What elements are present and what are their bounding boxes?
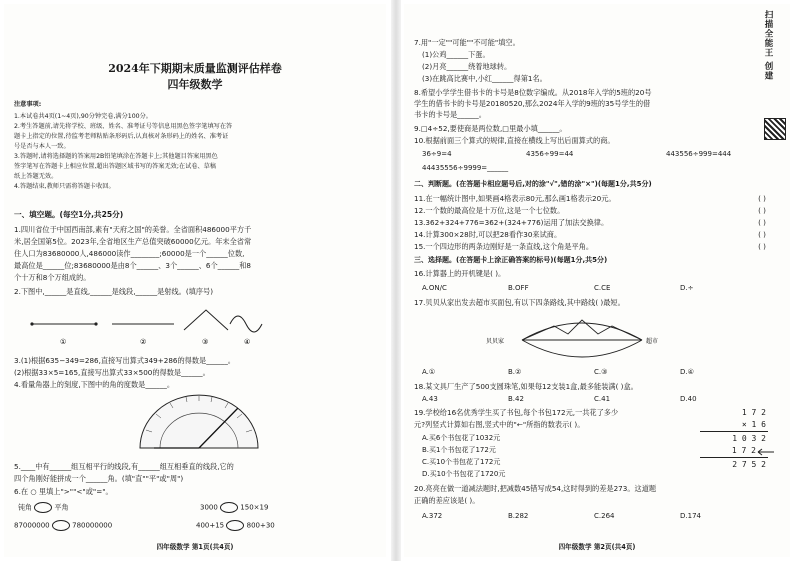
choice-option[interactable]: B.42 (508, 395, 524, 403)
judge-row: 15.一个四边形的两条边刚好是一条直线,这个角是平角。 ( ) (414, 242, 766, 251)
judge-row: 14.计算300×28时,可以把28看作30来试商。 ( ) (414, 230, 766, 239)
compare-oval[interactable] (220, 502, 238, 513)
notice-line: 4.答题结束,教师只需将答题卡收回。 (14, 183, 115, 190)
route-label: 贝贝家 (486, 338, 505, 345)
q7-line: (3)在跳高比赛中,小红______得第1名。 (422, 74, 547, 83)
choice-option[interactable]: A.ON/C (422, 284, 447, 292)
choice-option[interactable]: C.买10个书包花了172元 (422, 458, 501, 466)
curve-figure-4 (230, 316, 262, 332)
q1-line: 米,居全国第5位。2023年,全省地区生产总值突破60000亿元。年末全省常 (14, 237, 252, 246)
route-figure (484, 310, 684, 366)
pattern-item: 443556÷999=444 (666, 150, 732, 158)
choice-option[interactable]: C.CE (594, 284, 611, 292)
judge-paren: ( ) (758, 230, 766, 239)
choice-option[interactable]: B.买1个书包花了172元 (422, 446, 496, 454)
judge-paren: ( ) (758, 218, 766, 227)
q7-line: 7.用"一定""可能""不可能"填空。 (414, 38, 520, 47)
q3-line: (2)根据33×5=165,直接写出算式33×500的得数是______。 (14, 368, 210, 377)
judge-row: 11.在一幅统计图中,如果画4格表示80元,那么画1格表示20元。 ( ) (414, 194, 766, 203)
exam-title: 2024年下期期末质量监测评估样卷 (108, 62, 282, 75)
choice-option[interactable]: C.41 (594, 395, 611, 403)
choice-option[interactable]: C.264 (594, 512, 615, 520)
choice-option[interactable]: D.÷ (680, 284, 694, 292)
exam-subject: 四年级数学 (167, 78, 223, 91)
q5-line: 四个角刚好能拼成一个______角。(填"直""平"或"周") (14, 474, 184, 483)
q1-line: 最高位是______位;83680000是由8个______、3个______、6个______和8 (14, 261, 251, 270)
choice-option[interactable]: A.买6个书包花了1032元 (422, 434, 501, 442)
page-footer: 四年级数学 第1页(共4页) (156, 543, 234, 551)
notice-title: 注意事项: (14, 101, 42, 108)
q1-line: 个十万和8个万组成的。 (14, 273, 91, 282)
q8-line: 书卡的卡号是______。 (414, 110, 486, 119)
q20-line: 20.亮亮在做一道减法题时,把减数45错写成54,这时得到的差是273。这道题 (414, 484, 657, 493)
compare-item: 3000 150×19 (200, 503, 269, 512)
section-fill-blank: 一、填空题。(每空1分,共25分) (14, 210, 124, 219)
q1-line: 1.四川省位于中国西南部,素有"天府之国"的美誉。全省面积486000平方千 (14, 225, 252, 234)
q4-text: 4.看量角器上的刻度,下图中的角的度数是______。 (14, 380, 175, 389)
q8-line: 学生的借书卡的卡号是20180520,那么2024年入学的9班的35号学生的借 (414, 99, 651, 108)
choice-option[interactable]: A.372 (422, 512, 443, 520)
q18-text: 18.某文具厂生产了500支圆珠笔,如果每12支装1盒,最多能装满( )盒。 (414, 382, 638, 391)
route-4 (522, 340, 642, 357)
arrow-left-icon (756, 448, 776, 456)
q6-text: 6.在 ○ 里填上">""<"或"="。 (14, 487, 113, 496)
page-footer: 四年级数学 第2页(共4页) (558, 543, 636, 551)
compare-item: 87000000 780000000 (14, 521, 113, 530)
exam-page-2: 扫描全能王 创建 7.用"一定""可能""不可能"填空。 (1)公鸡______下蛋。 (2)月亮______绕着地球转。 (3)在跳高比赛中,小红______得第1名。 8.希望小学学生借书卡的卡号是8位数字编成。从2018年入学的5班的20号 学生的借书卡的卡号是20180520,那么2024年入学的9班的35号学生的借 书卡的卡号是______。 9.□4÷52,要使商是两位数,□里最小填______。 10.根据前面三个算式的规律,直接在横线上写出后面算式的商。 36÷9=4 4356÷99=44 443556÷999=444 44435556÷9999=______ 二、判断题。(在答题卡相应题号后,对的涂"√",错的涂"×")(每题1分,共5分) 11.在一幅统计图中,如果画4格表示80元,那么画1格表示20元。 ( ) 12.一个数的最高位是十万位,这是一个七位数。 ( ) 13.362+324+776=362+(324+776)运用了加法交换律。 ( ) 14.计算300×28时,可以把28看作30来试商。 ( ) 15.一个四边形的两条边刚好是一条直线,这个角是平角。 ( ) 三、选择题。(在答题卡上涂正确答案的标号)(每题1分,共5分) 16.计算器上的开机键是( )。 A.ON/C B.OFF C.CE D.÷ 17.贝贝从家出发去超市买面包,有以下四条路线,其中路线( )最短。 贝贝家 超市 A.① B.② C.③ D.④ 18.某文具厂生产了500支圆珠笔,如果每12支装1盒,最多能装满( )盒。 A.43 B.42 C.41 D.40 19.学校给16名优秀学生买了书包,每个书包172元,一共花了多少 元?列竖式计算如右图,竖式中的"←"所指的数表示( )。 A.买6个书包花了1032元 B.买1个书包花了172元 C.买10个书包花了172元 D.买10个书包花了1720元 1 7 2 × 1 6 1 0 3 2 1 7 2 2 7 5 2 20.亮亮在做一道减法题时,把减数45错写成54,这时得到的差是273。这道题 正确的差应该是( )。 A.372 B.282 C.264 D.174 四年级数学 第2页(共4页) (404, 4, 790, 557)
notice-line: 号是否与本人一致。 (14, 143, 70, 150)
choice-option[interactable]: B.② (508, 368, 522, 376)
q1-line: 住人口为83680000人,486000读作________;60000是一个______位数, (14, 249, 245, 258)
exam-page-1 (4, 4, 386, 557)
notice-line: 1.本试卷共4页(1~4页),90分钟完卷,满分100分。 (14, 113, 152, 120)
pattern-item: 44435556÷9999=______ (422, 164, 509, 172)
notice-line: 题卡上指定的位置,待监考老师粘贴条形码后,认真核对条形码上的姓名、准考证 (14, 133, 229, 140)
notice-line: 3.答题时,请将选择题的答案用2B铅笔填涂在答题卡上;其他题目答案用黑色 (14, 153, 218, 160)
q2-mark: ① (60, 338, 67, 346)
choice-option[interactable]: D.买10个书包花了1720元 (422, 470, 506, 478)
scanner-watermark: 扫描全能王 创建 (763, 10, 773, 81)
q2-text: 2.下图中,______是直线,______是线段,______是射线。(填序号) (14, 287, 214, 296)
q2-mark: ③ (202, 338, 209, 346)
judge-row: 13.362+324+776=362+(324+776)运用了加法交换律。 ( ) (414, 218, 766, 227)
judge-row: 12.一个数的最高位是十万位,这是一个七位数。 ( ) (414, 206, 766, 215)
page-fold (391, 0, 401, 561)
notice-line: 签字笔写在答题卡上相应位置,超出答题区域书写的答案无效;在试卷、草稿 (14, 163, 217, 170)
notice-line: 2.考生答题前,请先将学校、班级、姓名、准考证号等信息用黑色签字笔填写在答 (14, 123, 233, 130)
q9-text: 9.□4÷52,要使商是两位数,□里最小填______。 (414, 124, 567, 133)
q19-line: 19.学校给16名优秀学生买了书包,每个书包172元,一共花了多少 (414, 408, 619, 417)
compare-oval[interactable] (34, 502, 52, 513)
q20-line: 正确的差应该是( )。 (414, 496, 480, 505)
q10-text: 10.根据前面三个算式的规律,直接在横线上写出后面算式的商。 (414, 136, 615, 145)
choice-option[interactable]: D.④ (680, 368, 694, 376)
q8-line: 8.希望小学学生借书卡的卡号是8位数字编成。从2018年入学的5班的20号 (414, 88, 652, 97)
judge-paren: ( ) (758, 242, 766, 251)
pattern-item: 36÷9=4 (422, 150, 452, 158)
compare-item: 钝角 平角 (18, 503, 69, 512)
q2-mark: ② (140, 338, 147, 346)
choice-option[interactable]: D.40 (680, 395, 697, 403)
choice-option[interactable]: D.174 (680, 512, 701, 520)
q16-text: 16.计算器上的开机键是( )。 (414, 269, 506, 278)
choice-option[interactable]: C.③ (594, 368, 608, 376)
section-choice: 三、选择题。(在答题卡上涂正确答案的标号)(每题1分,共5分) (414, 256, 608, 264)
protractor-figure (134, 390, 264, 452)
q7-line: (1)公鸡______下蛋。 (422, 50, 490, 59)
choice-option[interactable]: B.282 (508, 512, 529, 520)
q2-line-figures (24, 300, 264, 352)
choice-option[interactable]: A.① (422, 368, 436, 376)
q5-line: 5.____中有______组互相平行的线段,有______组互相垂直的线段,它的 (14, 462, 234, 471)
judge-paren: ( ) (758, 206, 766, 215)
q2-mark: ④ (244, 338, 251, 346)
judge-paren: ( ) (758, 194, 766, 203)
q7-line: (2)月亮______绕着地球转。 (422, 62, 512, 71)
pattern-item: 4356÷99=44 (526, 150, 574, 158)
notice-line: 纸上答题无效。 (14, 173, 58, 180)
angle-figure-3 (184, 310, 228, 330)
choice-option[interactable]: A.43 (422, 395, 438, 403)
compare-oval[interactable] (226, 520, 244, 531)
q19-line: 元?列竖式计算如右图,竖式中的"←"所指的数表示( )。 (414, 420, 585, 429)
choice-option[interactable]: B.OFF (508, 284, 529, 292)
q3-line: 3.(1)根据635−349=286,直接写出算式349+286的得数是______。 (14, 356, 235, 365)
route-label: 超市 (646, 338, 659, 345)
section-judge: 二、判断题。(在答题卡相应题号后,对的涂"√",错的涂"×")(每题1分,共5分) (414, 180, 652, 188)
compare-item: 400+15 800+30 (196, 521, 275, 530)
qr-code-icon (764, 118, 786, 140)
compare-oval[interactable] (52, 520, 70, 531)
q17-text: 17.贝贝从家出发去超市买面包,有以下四条路线,其中路线( )最短。 (414, 298, 625, 307)
